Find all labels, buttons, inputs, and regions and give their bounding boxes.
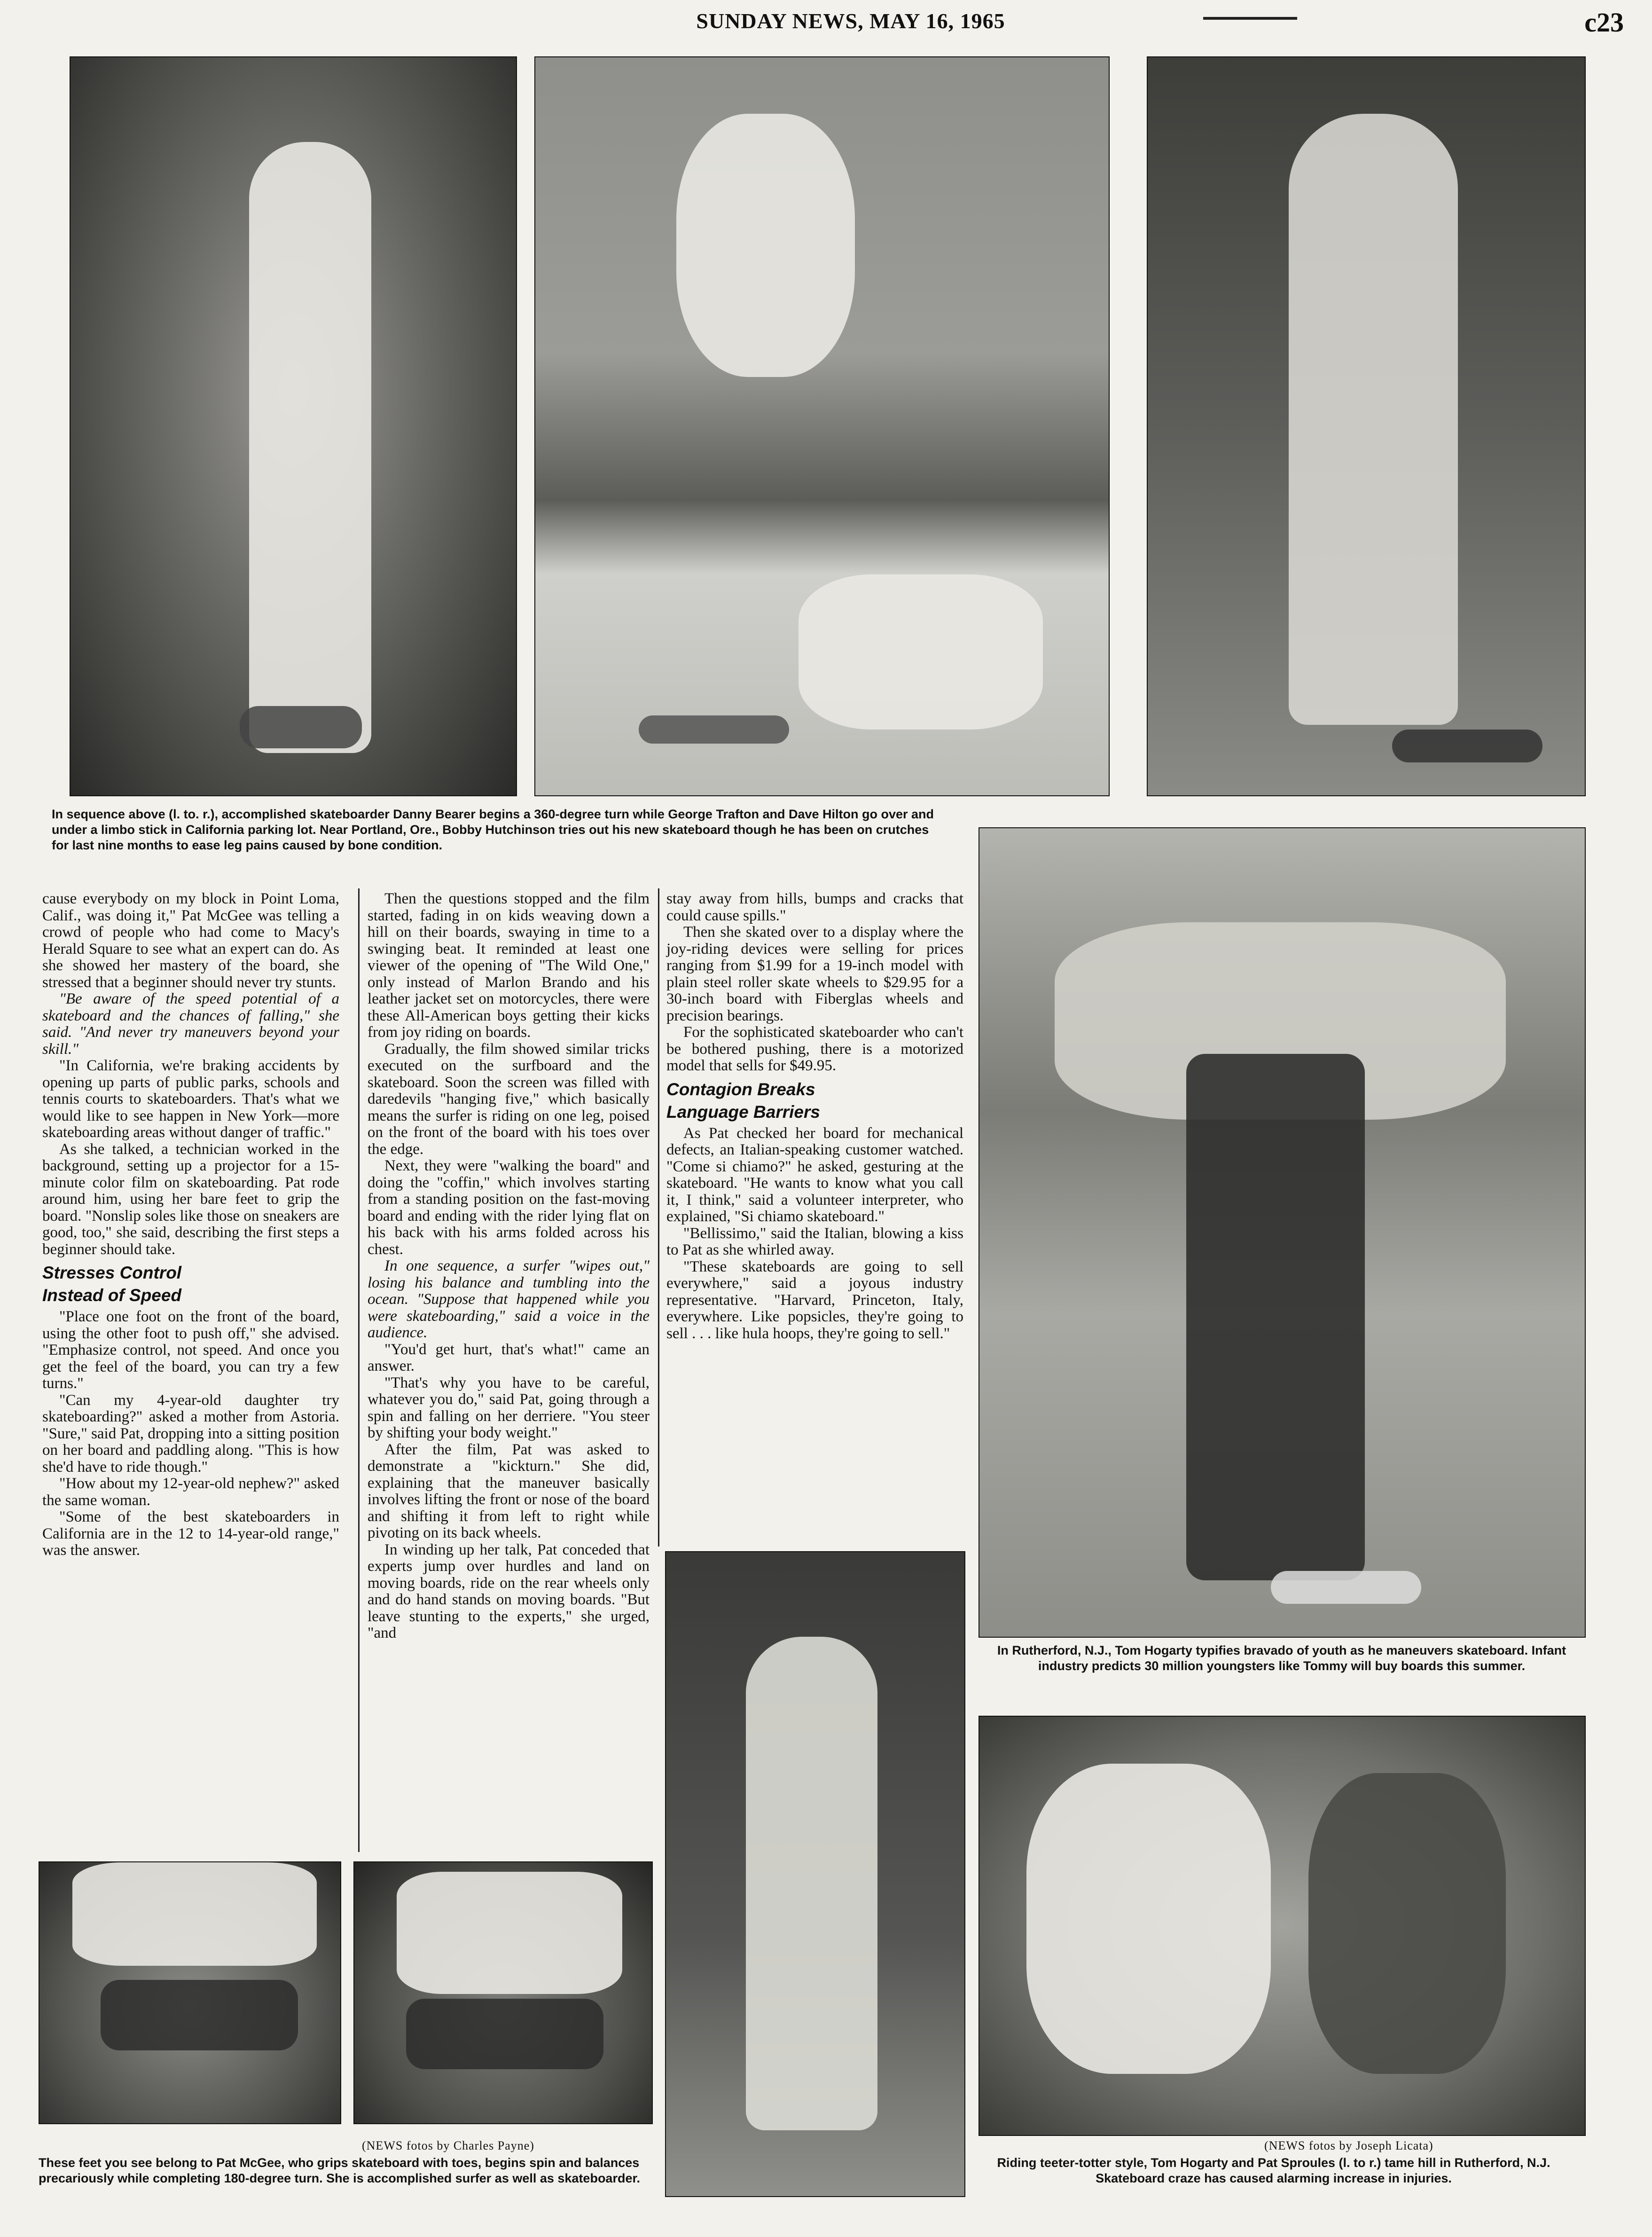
paragraph: Then she skated over to a display where the joy-riding devices were selling for prices ranging from $1.99 for a 19-inch model with plain steel roller skate wheels to $29.95 for a 30-inch board with Fiberglas wheels and precision bearings. [666,924,963,1024]
paragraph: In winding up her talk, Pat conceded that experts jump over hurdles and land on moving boards, ride on the rear wheels only and do hand stands on moving boards. "But leave stunting to the experts," she urged, "and [368,1541,650,1641]
paragraph: After the film, Pat was asked to demonstrate a "kickturn." She did, explaining that the maneuver basically involves lifting the front or nose of the board and shifting it from left to right while pivoting on its back wheels. [368,1441,650,1541]
paragraph: For the sophisticated skateboarder who can't be bothered pushing, there is a motorized model that sells for $49.95. [666,1024,963,1074]
paragraph: Then the questions stopped and the film started, fading in on kids weaving down a hill on their boards, swaying in time to a swinging beat. It reminded at least one viewer of the opening of "The Wild One," only instead of Marlon Brando and his leather jacket set on motorcycles, there were these All-American boys getting their kicks from joy riding on boards. [368,890,650,1041]
masthead: SUNDAY NEWS, MAY 16, 1965 [696,9,1005,33]
paragraph: "Be aware of the speed potential of a skateboard and the chances of falling," she said. "And never try maneuvers beyond your skill." [42,990,339,1058]
paragraph: "You'd get hurt, that's what!" came an answer. [368,1341,650,1374]
subheading [42,1262,339,1307]
photo-limbo-stick [534,56,1110,796]
subheading-line: Stresses Control [42,1263,182,1282]
paragraph: "Place one foot on the front of the board, using the other foot to push off," she advised. "Emphasize control, not speed. And once you get the feel of the board, you can try a few turns." [42,1308,339,1392]
paragraph: cause everybody on my block in Point Loma, Calif., was doing it," Pat McGee was telling a crowd of people who had come to Macy's Herald Square to see what an expert can do. As she showed her mastery of the board, she stressed that a beginner should never try stunts. [42,890,339,991]
caption-rutherford-bravado: In Rutherford, N.J., Tom Hogarty typifies bravado of youth as he maneuvers skateboard. Infant industry predicts 30 million youngsters like Tommy will buy boards this summer. [997,1643,1566,1673]
paragraph: Gradually, the film showed similar tricks executed on the surfboard and the skateboard. Soon the screen was filled with daredevils "hanging five," which basically means the surfer is riding on one leg, poised on the front of the board with his toes over the edge. [368,1040,650,1158]
paragraph: As Pat checked her board for mechanical defects, an Italian-speaking customer watched. "Come si chiamo?" he asked, gesturing at the skateboard. "He wants to know what you call it, I think," said a volunteer interpreter, who explained, "Si chiamo skateboard." [666,1124,963,1225]
subheading-line: Instead of Speed [42,1286,182,1305]
photo-danny-bearer-turn [70,56,517,796]
paragraph: "In California, we're braking accidents by opening up parts of public parks, schools and tennis courts to skateboarders. That's what we would like to see happen in New York—more skateboarding areas without danger of traffic." [42,1057,339,1141]
paragraph: "Bellissimo," said the Italian, blowing a kiss to Pat as she whirled away. [666,1224,963,1258]
caption-teeter-totter: Riding teeter-totter style, Tom Hogarty and Pat Sproules (l. to r.) tame hill in Rutherford, N.J. Skateboard craze has caused alarming increase in injuries. [997,2156,1550,2185]
paragraph: "Can my 4-year-old daughter try skateboarding?" asked a mother from Astoria. "Sure," said Pat, dropping into a sitting position on her board and paddling along. "This is how she'd have to ride though." [42,1391,339,1476]
header-rule [1203,17,1297,20]
photo-feet-grip [39,1861,341,2124]
column-rule-1 [358,888,360,1852]
photo-pat-mcgee-spin [665,1551,965,2197]
paragraph: In one sequence, a surfer "wipes out," losing his balance and tumbling into the ocean. "Suppose that happened while you were skateboarding," said a voice in the audience. [368,1257,650,1341]
subheading [666,1078,963,1123]
paragraph: "How about my 12-year-old nephew?" asked the same woman. [42,1475,339,1509]
article-column-3 [666,891,963,1342]
subheading-line: Language Barriers [666,1102,820,1122]
photo-teeter-totter [979,1716,1586,2136]
credit-charles-payne: (NEWS fotos by Charles Payne) [362,2139,534,2152]
paragraph: "These skateboards are going to sell everywhere," said a joyous industry representative. "Harvard, Princeton, Italy, everywhere. Like popsicles, they're going to sell . . . like hula hoops, they're going to sell." [666,1258,963,1342]
page-number: c23 [1584,7,1624,38]
photo-feet-spin [353,1861,653,2124]
paragraph: As she talked, a technician worked in the background, setting up a projector for a 15-minute color film on skateboarding. Pat rode around him, using her bare feet to grip the board. "Nonslip soles like those on sneakers are good, too," she said, describing the first steps a beginner should take. [42,1140,339,1258]
caption-top: In sequence above (l. to. r.), accomplished skateboarder Danny Bearer begins a 360-degree turn while George Trafton and Dave Hilton go over and under a limbo stick in California parking lot. Near Portland, Ore., Bobby Hutchinson tries out his new skateboard though he has been on crutches for last nine months to ease leg pains caused by bone condition. [52,807,934,852]
paragraph: "That's why you have to be careful, whatever you do," said Pat, going through a spin and falling on her derriere. "You steer by shifting your body weight." [368,1374,650,1441]
paragraph: Next, they were "walking the board" and doing the "coffin," which involves starting from a standing position on the fast-moving board and ending with the rider lying flat on his back with his arms folded across his chest. [368,1157,650,1258]
article-column-2 [368,891,650,1642]
subheading-line: Contagion Breaks [666,1079,815,1099]
paragraph: "Some of the best skateboarders in California are in the 12 to 14-year-old range," was the answer. [42,1508,339,1559]
paragraph: stay away from hills, bumps and cracks that could cause spills." [666,890,963,924]
credit-joseph-licata: (NEWS fotos by Joseph Licata) [1264,2139,1433,2152]
article-column-1 [42,891,339,1559]
photo-bobby-hutchinson-crutches [1147,56,1586,796]
caption-pat-feet: These feet you see belong to Pat McGee, who grips skateboard with toes, begins spin and balances precariously while completing 180-degree turn. She is accomplished surfer as well as skateboarder. [39,2156,640,2185]
photo-tom-hogarty-bravado [979,827,1586,1638]
column-rule-2 [658,888,659,1546]
